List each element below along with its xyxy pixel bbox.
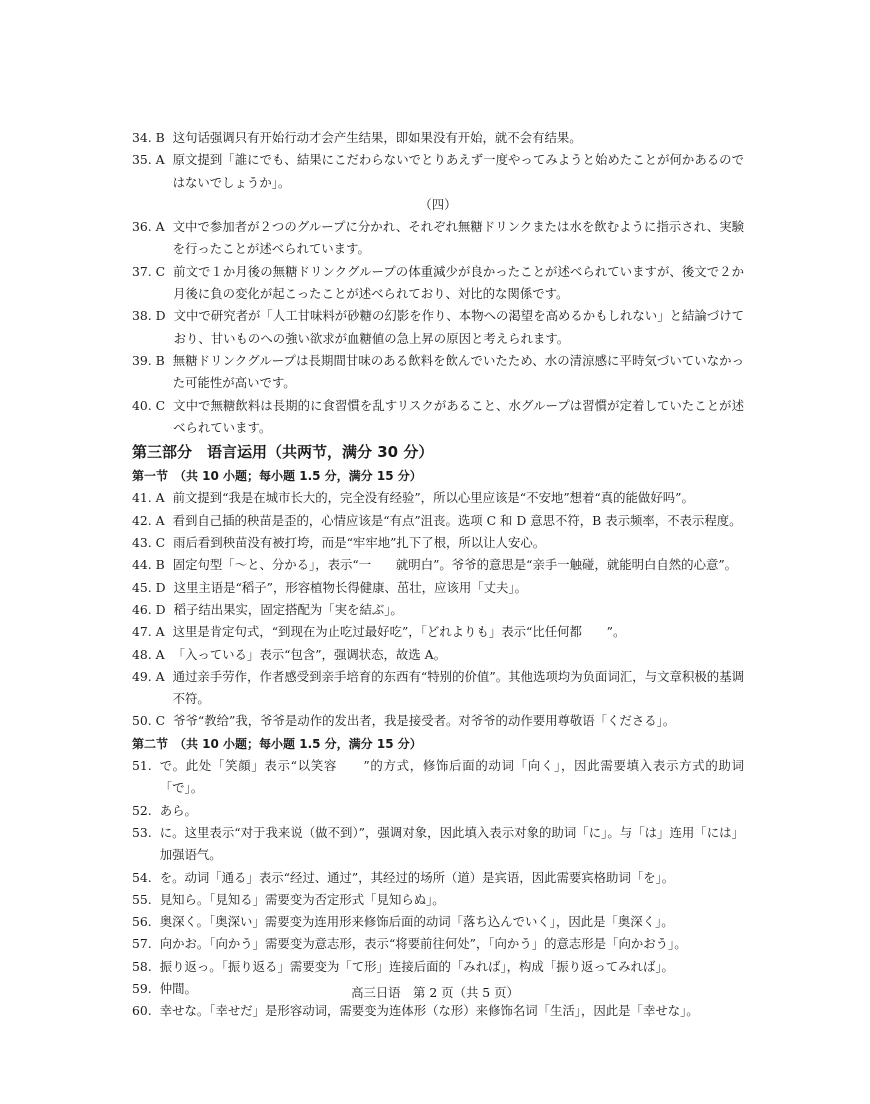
answer-item	[132, 933, 744, 955]
answer-number: 34. B	[132, 130, 165, 145]
answer-item	[132, 261, 744, 306]
section2-heading: 第二节 （共 10 小题；每小题 1.5 分，满分 15 分）	[132, 736, 422, 751]
answer-item	[132, 350, 744, 395]
answer-number: 41. A	[132, 490, 165, 506]
answer-item	[132, 577, 744, 599]
answer-item	[132, 911, 744, 933]
answer-number: 36. A	[132, 219, 165, 235]
answer-explanation: 幸せな。「幸せだ」是形容动词，需要变为连体形（な形）来修饰名词「生活」，因此是「幸せな」。	[159, 1003, 699, 1019]
answer-number: 58.	[132, 958, 152, 974]
answer-number: 55.	[132, 891, 152, 907]
answer-number: 57.	[132, 936, 152, 952]
answer-explanation: 文中で参加者が２つのグループに分かれ、それぞれ無糖ドリンクまたは水を飲むように指示され、実験を行ったことが述べられています。	[172, 219, 744, 257]
answer-item	[132, 395, 744, 440]
answer-number: 46. D	[132, 601, 166, 617]
answer-number: 52.	[132, 802, 152, 818]
answer-content	[132, 127, 744, 1023]
answer-item	[132, 867, 744, 889]
answer-explanation: 这里主语是“稻子”，形容植物长得健康、茁壮，应该用「丈夫」。	[173, 579, 527, 595]
answer-number: 45. D	[132, 579, 166, 595]
answer-explanation: 無糖ドリンクグループは長期間甘味のある飲料を飲んでいたため、水の清涼感に平時気づいていなかった可能性が高いです。	[172, 352, 744, 391]
answer-item	[132, 666, 744, 711]
answer-explanation: 文中で研究者が「人工甘味料が砂糖の幻影を作り、本物への渇望を高めるかもしれない」と結論づけており、甘いものへの強い欲求が血糖値の急上昇の原因と考えられます。	[173, 308, 744, 346]
answer-number: 56.	[132, 914, 152, 930]
answer-explanation: 这里是肯定句式，“到现在为止吃过最好吃”，「どれよりも」表示“比任何都 ”。	[172, 624, 626, 640]
answer-item	[132, 127, 744, 149]
answer-explanation: 这句话强调只有开始行动才会产生结果，即如果没有开始，就不会有结果。	[172, 130, 582, 145]
answer-explanation: に。这里表示“对于我来说（做不到）”，强调对象，因此填入表示对象的助词「に」。与「は」连用「には」加强语气。	[159, 824, 744, 863]
answer-explanation: 原文提到「誰にでも、結果にこだわらないでとりあえず一度やってみようと始めたことが何かあるのではないでしょうか」。	[172, 152, 744, 190]
answer-number: 44. B	[132, 557, 165, 573]
answer-number: 54.	[132, 869, 152, 885]
answer-explanation: 奥深く。「奥深い」需要变为连用形来修饰后面的动词「落ち込んでいく」，因此是「奥深く」。	[159, 914, 674, 930]
answer-explanation: 雨后看到秧苗没有被打垮，而是“牢牢地”扎下了根，所以让人安心。	[173, 535, 546, 551]
answer-number: 37. C	[132, 263, 166, 279]
answer-number: 42. A	[132, 512, 165, 528]
answer-group-section1	[132, 487, 744, 732]
answer-number: 38. D	[132, 308, 166, 324]
answer-explanation: で。此处「笑顔」表示“以笑容 ”的方式，修饰后面的动词「向く」，因此需要填入表示方式的助词「で」。	[159, 758, 744, 796]
answer-number: 60.	[132, 1003, 152, 1019]
answer-number: 53.	[132, 824, 152, 840]
answer-item	[132, 532, 744, 554]
answer-item	[132, 889, 744, 911]
part3-heading: 第三部分 语言运用（共两节，满分 30 分）	[132, 443, 434, 462]
answer-item	[132, 710, 744, 732]
answer-explanation: 稻子结出果实，固定搭配为「実を結ぶ」。	[173, 601, 403, 617]
answer-item	[132, 599, 744, 621]
answer-number: 50. C	[132, 713, 166, 729]
answer-item	[132, 755, 744, 800]
answer-number: 49. A	[132, 668, 165, 684]
answer-number: 35. A	[132, 152, 165, 168]
section-marker-four: （四）	[419, 196, 457, 212]
answer-explanation: 前文で１か月後の無糖ドリンクグループの体重減少が良かったことが述べられていますが、後文で２か月後に負の変化が起こったことが述べられており、対比的な関係です。	[173, 263, 744, 302]
answer-number: 48. A	[132, 646, 165, 662]
answer-explanation: 通过亲手劳作，作者感受到亲手培育的东西有“特别的价值”。其他选项均为负面词汇，与文章积极的基调不符。	[172, 668, 744, 707]
answer-number: 59.	[132, 980, 152, 996]
answer-item	[132, 487, 744, 509]
answer-number: 51.	[132, 758, 152, 774]
answer-explanation: 前文提到“我是在城市长大的，完全没有经验”，所以心里应该是“不安地”想着“真的能做好吗”。	[172, 490, 694, 506]
answer-explanation: 仲間。	[159, 980, 197, 996]
answer-item	[132, 800, 744, 822]
page-footer: 高三日语 第 2 页（共 5 页）	[351, 985, 519, 1000]
answer-explanation: を。动词「通る」表示“经过、通过”，其经过的场所（道）是宾语，因此需要宾格助词「を」。	[159, 869, 675, 885]
answer-explanation: 「入っている」表示“包含”，强调状态，故选 A。	[172, 646, 446, 662]
answer-item	[132, 956, 744, 978]
answer-number: 39. B	[132, 352, 165, 368]
answer-explanation: あら。	[159, 802, 197, 818]
answer-explanation: 看到自己插的秧苗是歪的，心情应该是“有点”沮丧。选项 C 和 D 意思不符，B 表示频率，不表示程度。	[172, 512, 742, 528]
answer-explanation: 爷爷“教给”我，爷爷是动作的发出者，我是接受者。对爷爷的动作要用尊敬语「くださる」。	[173, 713, 676, 729]
answer-item	[132, 644, 744, 666]
answer-number: 47. A	[132, 624, 165, 640]
answer-number: 40. C	[132, 397, 166, 413]
answer-item	[132, 621, 744, 643]
section1-heading: 第一节 （共 10 小题；每小题 1.5 分，满分 15 分）	[132, 469, 422, 484]
answer-item	[132, 1000, 744, 1022]
answer-group-section-four	[132, 216, 744, 439]
answer-explanation: 振り返っ。「振り返る」需要变为「て形」连接后面的「みれば」，构成「振り返ってみれば」。	[159, 958, 674, 974]
answer-item	[132, 305, 744, 350]
answer-item	[132, 554, 744, 576]
answer-number: 43. C	[132, 535, 166, 551]
answer-item	[132, 510, 744, 532]
answer-explanation: 固定句型「～と、分かる」，表示“一 就明白”。爷爷的意思是“亲手一触碰，就能明白自然的心意”。	[172, 557, 738, 573]
answer-explanation: 文中で無糖飲料は長期的に食習慣を乱すリスクがあること、水グループは習慣が定着していたことが述べられています。	[173, 397, 744, 435]
answer-group-part2-tail	[132, 127, 744, 194]
answer-explanation: 見知ら。「見知る」需要变为否定形式「見知らぬ」。	[159, 891, 445, 907]
answer-item	[132, 149, 744, 194]
answer-explanation: 向かお。「向かう」需要变为意志形，表示“将要前往何处”，「向かう」的意志形是「向かおう」。	[159, 936, 687, 952]
answer-item	[132, 822, 744, 867]
answer-item	[132, 216, 744, 261]
